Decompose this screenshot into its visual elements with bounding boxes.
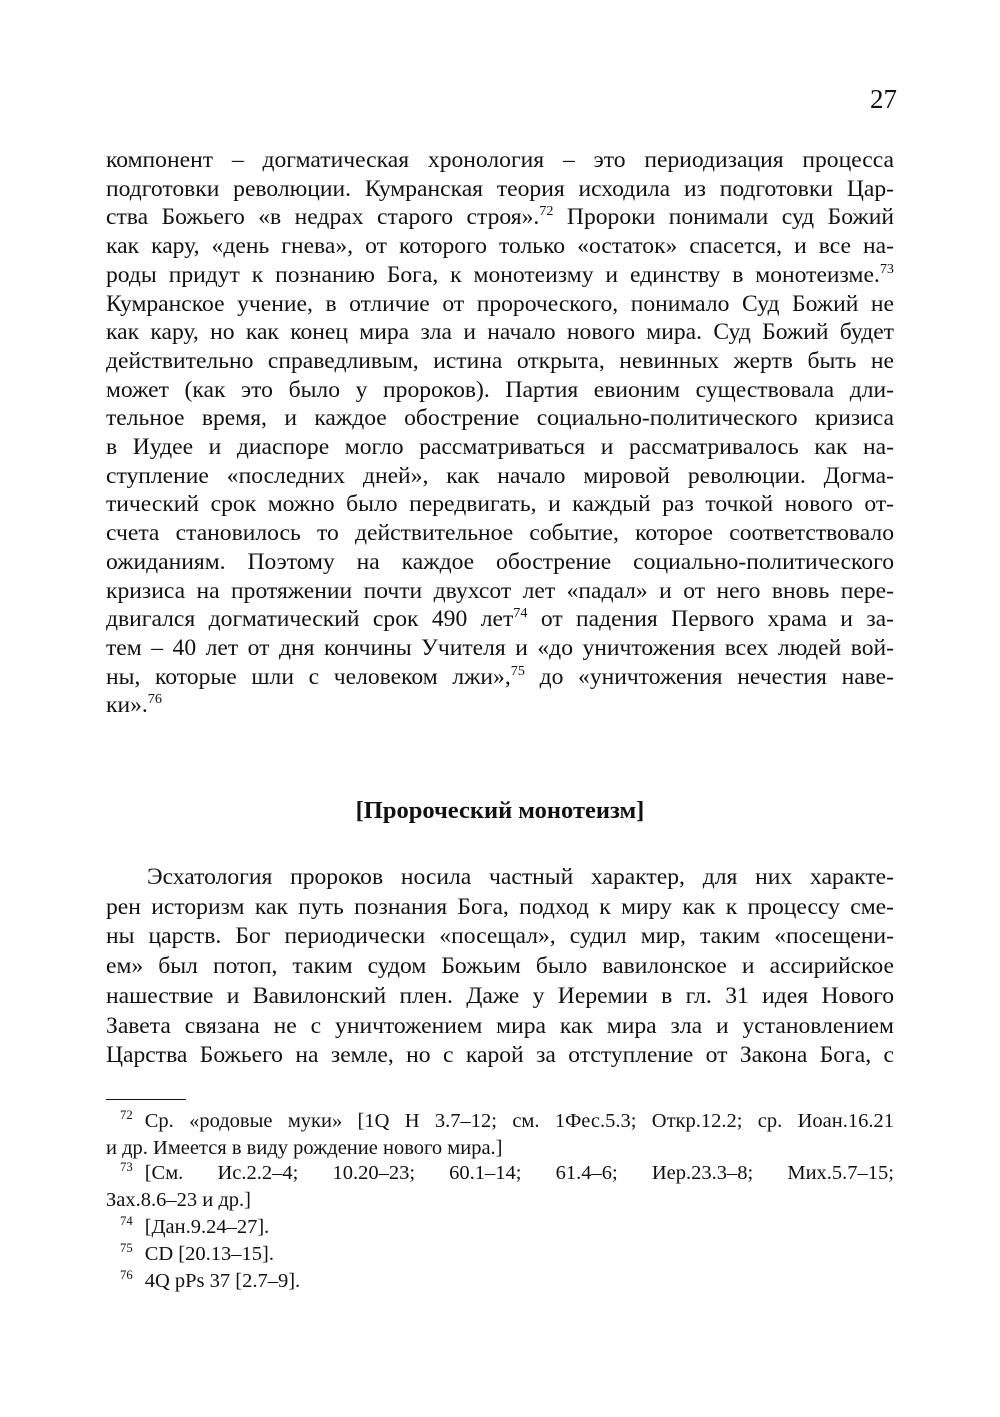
footnote-number: 73 — [120, 1160, 133, 1175]
footnote-line — [106, 1135, 894, 1162]
text-line: ны царств. Бог периодически «посещал», судил мир, таким «посещени- — [106, 923, 894, 950]
line-text: Пророки понимали суд Божий — [553, 204, 894, 231]
line-text: от падения Первого храма и за- — [527, 606, 894, 633]
text-line: как кару, «день гнева», от которого только «остаток» спасется, и все на- — [106, 233, 894, 260]
text-line: Эсхатология пророков носила частный характер, для них характе- — [147, 864, 894, 890]
footnote-ref: 76 — [147, 691, 162, 708]
footnote-text: Ср. «родовые муки» [1Q H 3.7–12; см. 1Фес.5.3; Откр.12.2; ср. Иоан.16.21 — [144, 1110, 894, 1132]
footnote-line — [120, 1108, 894, 1135]
footnote-text: [Дан.9.24–27]. — [144, 1216, 270, 1238]
text-line: кризиса на протяжении почти двухсот лет «падал» и от него вновь пере- — [106, 577, 894, 604]
footnote-ref: 73 — [879, 260, 894, 277]
footnote-line — [120, 1241, 894, 1268]
text-line: нашествие и Вавилонский плен. Даже у Иеремии в гл. 31 идея Нового — [106, 982, 894, 1009]
text-line: подготовки революции. Кумранская теория исходила из подготовки Цар- — [106, 175, 894, 202]
text-line: счета становилось то действительное событие, которое соответствовало — [106, 520, 894, 547]
footnote-text: CD [20.13–15]. — [144, 1243, 274, 1265]
text-line: Завета связана не с уничтожением мира как мира зла и установлением — [106, 1012, 894, 1039]
text-line: тем – 40 лет от дня кончины Учителя и «до уничтожения всех людей вой- — [106, 634, 894, 661]
text-line: действительно справедливым, истина открыта, невинных жертв быть не — [106, 347, 894, 374]
text-line: компонент – догматическая хронология – это периодизация процесса — [106, 147, 894, 173]
footnote-text: и др. Имеется в виду рождение нового мира.] — [106, 1137, 503, 1159]
text-line: может (как это было у пророков). Партия евионим существовала дли- — [106, 376, 894, 403]
footnote-line — [120, 1268, 894, 1295]
text-line: ожиданиям. Поэтому на каждое обострение социально-политического — [106, 548, 894, 575]
footnote-text: Зах.8.6–23 и др.] — [106, 1189, 251, 1211]
line-text: ки». — [106, 692, 148, 719]
text-line: как кару, но как конец мира зла и начало нового мира. Суд Божий будет — [106, 319, 894, 346]
footnote-separator — [106, 1099, 186, 1100]
text-line — [106, 604, 894, 634]
footnote-ref: 75 — [510, 662, 525, 679]
section-heading: [Пророческий монотеизм] — [355, 797, 645, 824]
footnote-text: [См. Ис.2.2–4; 10.20–23; 60.1–14; 61.4–6; Иер.23.3–8; Мих.5.7–15; — [144, 1162, 894, 1184]
footnote-number: 74 — [120, 1214, 133, 1229]
line-text: ства Божьего «в недрах старого строя». — [106, 204, 540, 231]
footnote-number: 76 — [120, 1268, 133, 1283]
footnote-number: 75 — [120, 1241, 133, 1256]
footnote-line — [106, 1187, 894, 1214]
text-line — [106, 260, 894, 290]
text-line: тельное время, и каждое обострение социально-политического кризиса — [106, 405, 894, 432]
text-line — [106, 202, 894, 232]
text-line — [106, 690, 894, 720]
page-number: 27 — [870, 84, 897, 114]
text-line: ем» был потоп, таким судом Божьим было вавилонское и ассирийское — [106, 953, 894, 980]
footnote-ref: 72 — [539, 203, 554, 220]
footnote-ref: 74 — [513, 605, 528, 622]
line-text: ны, которые шли с человеком лжи», — [106, 663, 511, 690]
text-line: в Иудее и диаспоре могло рассматриваться и рассматривалось как на- — [106, 434, 894, 460]
line-text: роды придут к познанию Бога, к монотеизму и единству в монотеизме. — [106, 261, 880, 288]
text-line: тический срок можно было передвигать, и каждый раз точкой нового от- — [106, 491, 894, 518]
line-text: двигался догматический срок 490 лет — [106, 606, 514, 633]
footnote-line — [120, 1160, 894, 1187]
text-line: рен историзм как путь познания Бога, подход к миру как к процессу сме- — [106, 893, 894, 920]
footnote-number: 72 — [120, 1108, 133, 1123]
text-line: Кумранское учение, в отличие от пророческого, понимало Суд Божий не — [106, 290, 894, 317]
line-text: до «уничтожения нечестия наве- — [524, 663, 894, 690]
text-line: ступление «последних дней», как начало мировой революции. Догма- — [106, 462, 894, 489]
footnote-line — [120, 1214, 894, 1241]
footnote-text: 4Q pPs 37 [2.7–9]. — [144, 1270, 301, 1292]
text-line: Царства Божьего на земле, но с карой за отступление от Закона Бога, с — [106, 1042, 894, 1069]
text-line — [106, 662, 894, 692]
